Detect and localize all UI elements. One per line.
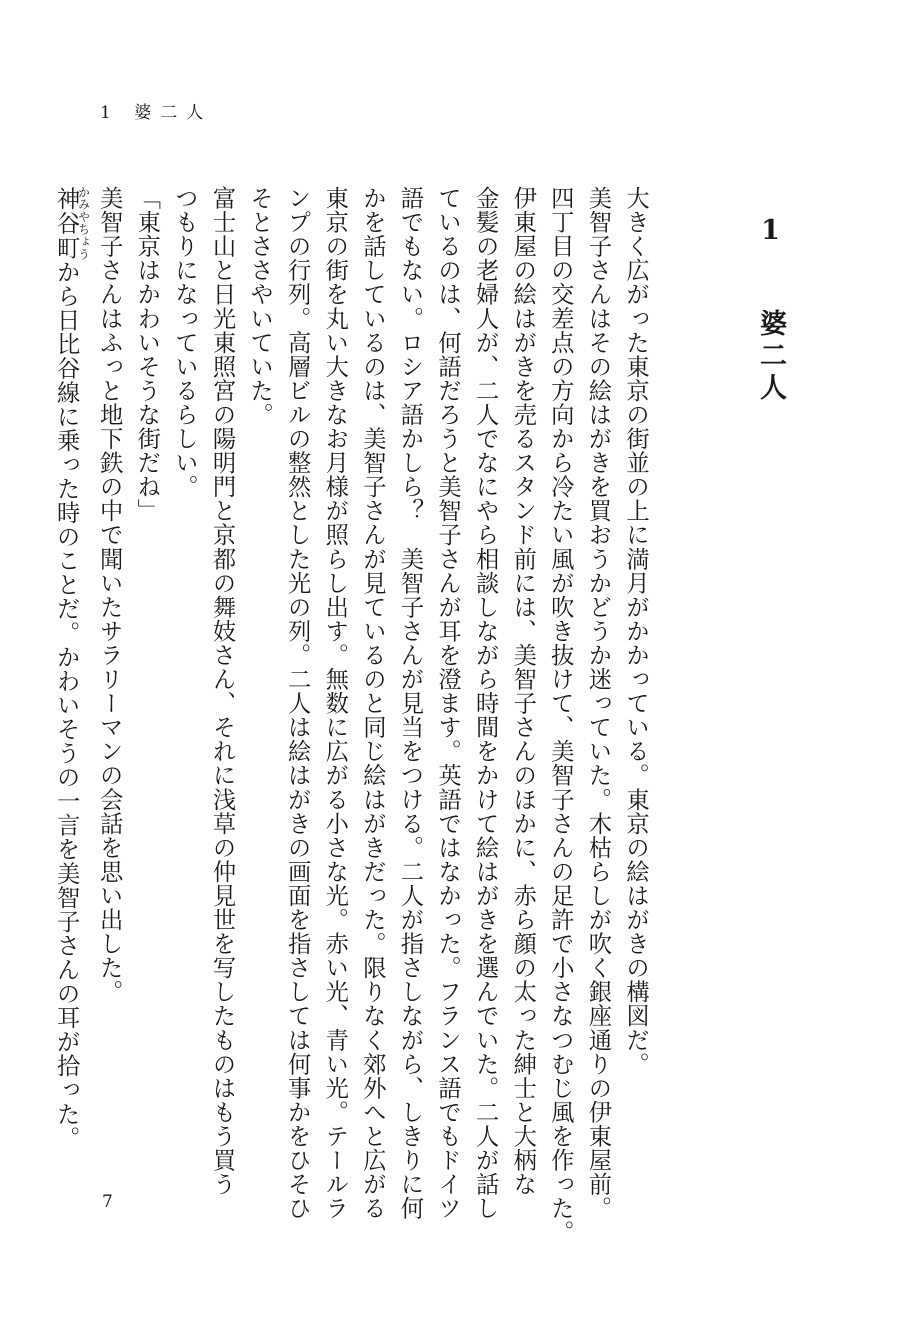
text-line: 美智子さんはふっと地下鉄の中で聞いたサラリーマンの会話を思い出した。 (95, 186, 123, 1004)
running-head (100, 98, 212, 123)
ruby-base: 神谷町 (52, 186, 80, 261)
running-head-chapter-title: 婆二人 (134, 103, 213, 123)
text-line: ているのは、何語だろうと美智子さんが耳を澄ます。英語ではなかった。フランス語でもドイツ (434, 186, 462, 1221)
text-line: そとささやいていた。 (246, 186, 274, 427)
ruby-line-rest: から日比谷線に乗った時のことだ。かわいそうの一言を美智子さんの耳が拾った。 (52, 260, 80, 1150)
text-line-with-ruby (47, 186, 92, 1150)
running-head-chapter-number: 1 (100, 103, 120, 123)
text-line: つもりになっているらしい。 (170, 186, 198, 499)
text-line: 大きく広がった東京の街並の上に満月がかかっている。東京の絵はがきの構図だ。 (622, 186, 649, 1076)
ruby-annotation (52, 186, 92, 261)
text-line: 四丁目の交差点の方向から冷たい風が吹き抜けて、美智子さんの足許で小さなつむじ風を作った。 (546, 186, 574, 1245)
text-line: 語でもない。ロシア語かしら？ 美智子さんが見当をつける。二人が指さしながら、しきりに何 (396, 186, 424, 1221)
text-line: 「東京はかわいそうな街だね」 (133, 186, 161, 523)
ruby-reading: かみやちょう (77, 186, 92, 261)
text-line: ンプの行列。高層ビルの整然とした光の列。二人は絵はがきの画面を指さしては何事かをひそひ (283, 186, 311, 1221)
body-text (52, 186, 654, 1245)
chapter-title-text: 婆二人 (755, 309, 786, 405)
text-line: 東京の街を丸い大きなお月様が照らし出す。無数に広がる小さな光。赤い光、青い光。テールラ (321, 186, 349, 1221)
text-line: かを話しているのは、美智子さんが見ているのと同じ絵はがきだった。限りなく郊外へと広がる (358, 186, 386, 1221)
text-line: 美智子さんはその絵はがきを買おうかどうか迷っていた。木枯らしが吹く銀座通りの伊東屋前。 (584, 186, 612, 1221)
text-line: 伊東屋の絵はがきを売るスタンド前には、美智子さんのほかに、赤ら顔の太った紳士と大柄な (509, 186, 537, 1197)
chapter-title (740, 215, 800, 405)
text-line: 富士山と日光東照宮の陽明門と京都の舞妓さん、それに浅草の仲見世を写したものはもう買う (208, 186, 236, 1197)
chapter-number: 1 (755, 215, 786, 251)
text-line: 金髪の老婦人が、二人でなにやら相談しながら時間をかけて絵はがきを選んでいた。二人が話し (471, 186, 499, 1221)
page-number: 7 (102, 1192, 113, 1212)
